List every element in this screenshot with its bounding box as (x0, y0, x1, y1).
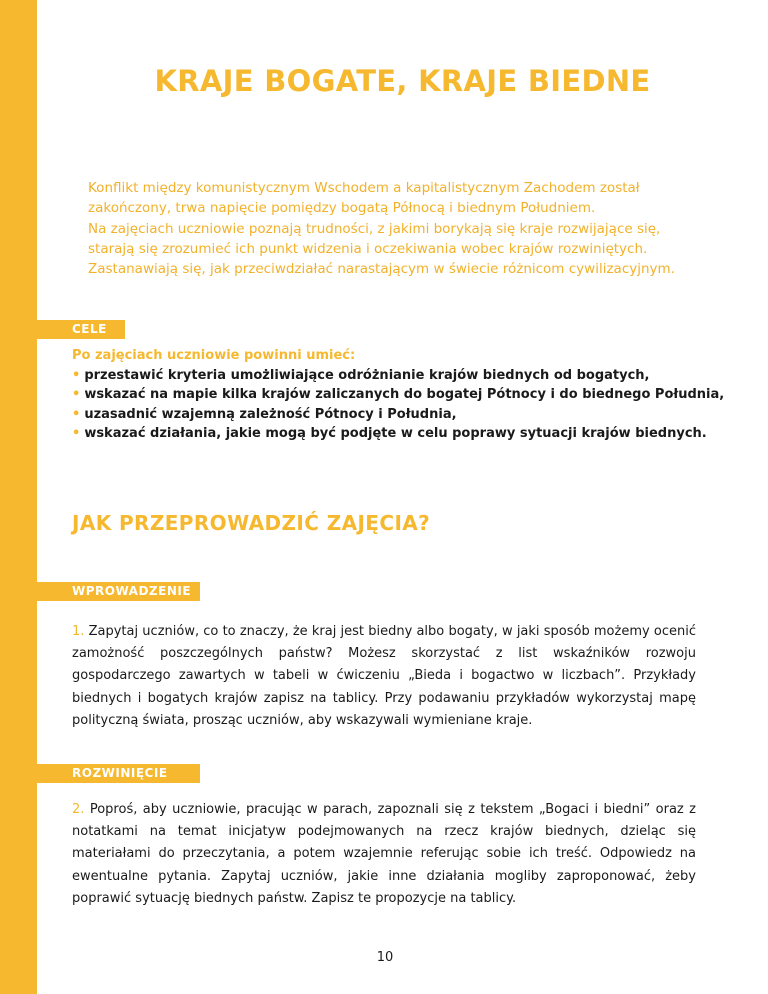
goal-text: uzasadnić wzajemną zależność Pótnocy i Południa, (84, 406, 457, 422)
goal-item (72, 366, 732, 386)
step-text: Poproś, aby uczniowie, pracując w parach, zapoznali się z tekstem „Bogaci i biedni” oraz z notatkami na temat inicjatyw podejmowanych na rzecz krajów biednych, dzieląc się materiałami do przeczytania, a potem wzajemnie referując sobie ich treść. Odpowiedz na ewentualne pytania. Zapytaj uczniów, jakie inne działania mogliby zaproponować, żeby poprawić sytuację biednych państw. Zapisz te propozycje na tablicy. (72, 802, 696, 906)
goal-item (72, 385, 732, 405)
introduction-label: WPROWADZENIE (37, 582, 200, 601)
goals-section (72, 346, 732, 444)
left-accent-bar (0, 0, 37, 994)
page-title: KRAJE BOGATE, KRAJE BIEDNE (154, 64, 651, 98)
goal-item (72, 424, 732, 444)
development-label: ROZWINIĘCIE (37, 764, 200, 783)
intro-text (88, 178, 708, 279)
bullet-icon: • (72, 406, 81, 422)
intro-paragraph-2: Na zajęciach uczniowie poznają trudności, z jakimi borykają się kraje rozwijające się, starają się zrozumieć ich punkt widzenia i oczekiwania wobec krajów rozwiniętych. Zastanawiają się, jak przeciwdziałać narastającym w świecie różnicom cywilizacyjnym. (88, 220, 675, 278)
intro-paragraph-1: Konflikt między komunistycznym Wschodem a kapitalistycznym Zachodem został zakończony, trwa napięcie pomiędzy bogatą Północą i biednym Południem. (88, 180, 640, 217)
step-number: 1. (72, 624, 85, 639)
step-number: 2. (72, 802, 85, 817)
page-number: 10 (376, 950, 394, 965)
bullet-icon: • (72, 367, 81, 383)
bullet-icon: • (72, 387, 81, 402)
step-2-paragraph (72, 799, 696, 910)
goals-lead: Po zajęciach uczniowie powinni umieć: (72, 348, 356, 363)
bullet-icon: • (72, 426, 81, 441)
goals-label: CELE (37, 320, 125, 339)
goal-text: wskazać na mapie kilka krajów zaliczanych do bogatej Pótnocy i do biednego Południa, (84, 387, 725, 402)
goals-list (72, 366, 732, 444)
how-to-heading: JAK PRZEPROWADZIĆ ZAJĘCIA? (72, 511, 431, 535)
step-text: Zapytaj uczniów, co to znaczy, że kraj jest biedny albo bogaty, w jaki sposób możemy ocenić zamożność poszczególnych państw? Możesz skorzystać z list wskaźników rozwoju gospodarczego zawartych w tabeli w ćwiczeniu „Bieda i bogactwo w liczbach”. Przykłady biednych i bogatych krajów zapisz na tablicy. Przy podawaniu przykładów wykorzystaj mapę polityczną świata, prosząc uczniów, aby wskazywali wymieniane kraje. (72, 624, 696, 728)
goal-item (72, 405, 732, 425)
step-1-paragraph (72, 621, 696, 732)
goal-text: przestawić kryteria umożliwiające odróżnianie krajów biednych od bogatych, (84, 367, 650, 383)
goal-text: wskazać działania, jakie mogą być podjęte w celu poprawy sytuacji krajów biednych. (84, 426, 707, 441)
